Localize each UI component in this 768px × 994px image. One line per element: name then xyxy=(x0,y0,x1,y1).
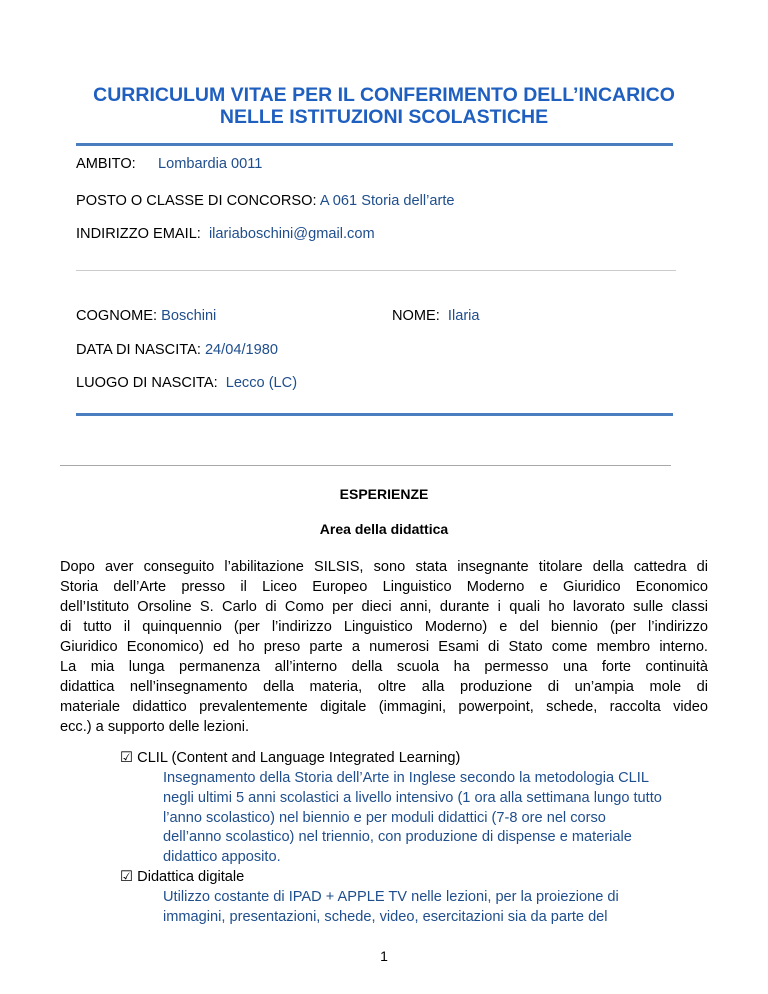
email-row xyxy=(76,225,375,243)
detail-line: Insegnamento della Storia dell’Arte in Inglese secondo la metodologia CLIL xyxy=(163,770,649,786)
experience-divider xyxy=(60,465,671,466)
cognome-label: COGNOME: xyxy=(76,308,158,324)
ambito-value: Lombardia 0011 xyxy=(158,156,263,172)
paragraph-line: materiale didattico prevalentemente digitale (immagini, powerpoint, schede, raccolta video xyxy=(60,699,708,715)
list-item-clil xyxy=(120,748,460,768)
email-label: INDIRIZZO EMAIL: xyxy=(76,226,201,242)
posto-row xyxy=(76,192,455,210)
fields-divider xyxy=(76,413,673,416)
email-value: ilariaboschini@gmail.com xyxy=(208,226,375,242)
luogo-row xyxy=(76,374,297,392)
ambito-label: AMBITO: xyxy=(76,156,136,172)
cognome-row xyxy=(76,307,216,325)
cognome-value: Boschini xyxy=(161,308,217,324)
paragraph-line: Dopo aver conseguito l’abilitazione SILSIS, sono stata insegnante titolare della cattedra di xyxy=(60,559,708,575)
checkbox-icon: ☑ xyxy=(120,750,134,766)
title-line-2: NELLE ISTITUZIONI SCOLASTICHE xyxy=(219,106,549,128)
detail-line: negli ultimi 5 anni scolastici a livello intensivo (1 ora alla settimana lungo tutto xyxy=(163,789,662,806)
paragraph-line: Giuridico Economico) ed ho preso parte a numerosi Esami di Stato come membro interno. xyxy=(60,639,708,655)
title-line-1: CURRICULUM VITAE PER IL CONFERIMENTO DELL’INCARICO xyxy=(93,84,675,106)
paragraph-line: dell’Istituto Orsoline S. Carlo di Como per dieci anni, durante i quali ho lavorato sulle classi xyxy=(60,599,708,615)
posto-value: A 061 Storia dell’arte xyxy=(319,193,455,209)
ambito-row xyxy=(76,155,263,173)
detail-line: immagini, presentazioni, schede, video, esercitazioni sia da parte del xyxy=(163,908,608,925)
nome-label: NOME: xyxy=(392,308,440,324)
paragraph-line: Storia dell’Arte presso il Liceo Europeo Linguistico Moderno e Giuridico Economico xyxy=(60,579,708,595)
document-title xyxy=(60,84,708,128)
clil-details xyxy=(163,769,743,868)
checkbox-icon: ☑ xyxy=(120,869,134,885)
paragraph-line: ecc.) a supporto delle lezioni. xyxy=(60,719,250,735)
title-divider xyxy=(76,143,673,146)
section-divider xyxy=(76,270,676,271)
detail-line: l’anno scolastico) nel biennio e per moduli didattici (7-8 ore nel corso xyxy=(163,809,606,826)
detail-line: dell’anno scolastico) nel triennio, con produzione di dispense e materiale xyxy=(163,829,632,846)
list-item-label: Didattica digitale xyxy=(137,869,245,885)
didattica-digitale-details xyxy=(163,888,743,928)
luogo-value: Lecco (LC) xyxy=(225,375,298,391)
nascita-label: DATA DI NASCITA: xyxy=(76,342,201,358)
list-item-label: CLIL (Content and Language Integrated Learning) xyxy=(137,750,461,766)
paragraph-line: didattica nell’insegnamento della materia, oltre alla produzione di un’ampia mole di xyxy=(60,679,708,695)
nascita-row xyxy=(76,341,278,359)
section-subheading: Area della didattica xyxy=(319,521,449,537)
paragraph-line: di tutto il quinquennio (per l’indirizzo Linguistico Moderno) e del biennio (per l’indirizzo xyxy=(60,619,708,635)
paragraph-line: La mia lunga permanenza all’interno della scuola ha permesso una forte continuità xyxy=(60,659,708,675)
luogo-label: LUOGO DI NASCITA: xyxy=(76,375,218,391)
experience-paragraph xyxy=(60,557,708,737)
list-item-didattica-digitale xyxy=(120,867,244,887)
section-heading: ESPERIENZE xyxy=(339,486,429,502)
page-number: 1 xyxy=(380,948,388,964)
nome-row xyxy=(392,307,480,325)
posto-label: POSTO O CLASSE DI CONCORSO: xyxy=(76,193,317,209)
nome-value: Ilaria xyxy=(447,308,480,324)
nascita-value: 24/04/1980 xyxy=(204,342,278,358)
detail-line: Utilizzo costante di IPAD + APPLE TV nelle lezioni, per la proiezione di xyxy=(163,889,619,905)
detail-line: didattico apposito. xyxy=(163,849,281,866)
